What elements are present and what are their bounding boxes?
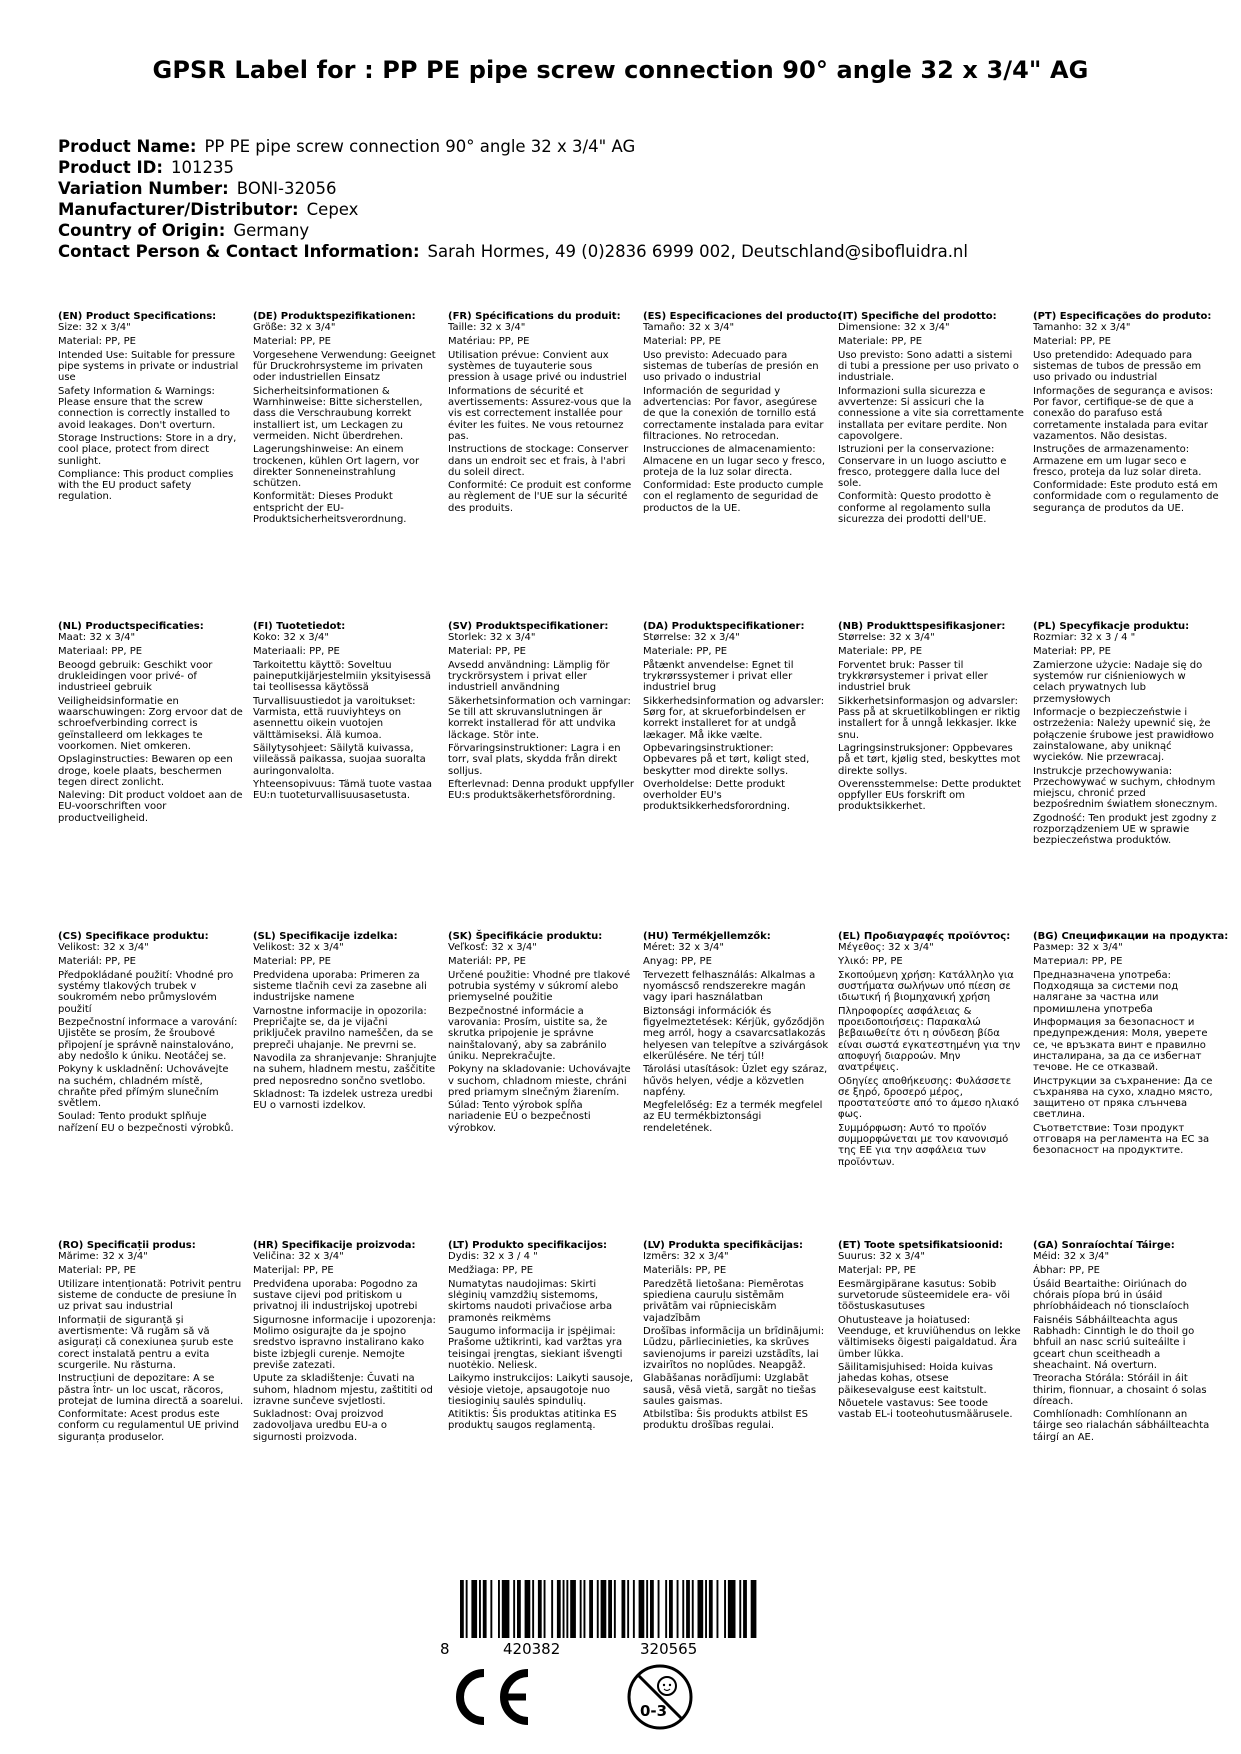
spec-line: Suurus: 32 x 3/4" [838, 1251, 925, 1263]
spec-paragraph: Instruções de armazenamento: Armazene em um lugar seco e fresco, proteja da luz solar direta. [1033, 444, 1202, 478]
spec-paragraph: Säilytysohjeet: Säilytä kuivassa, viileässä paikassa, suojaa suoralta auringonvalolta. [253, 742, 426, 777]
barcode-first-digit: 8 [440, 1640, 450, 1658]
spec-paragraph: Soulad: Tento produkt splňuje nařízení EU o bezpečnosti výrobků. [58, 1111, 234, 1134]
spec-heading: (PT) Especificações do produto: [1033, 311, 1212, 322]
page-title: GPSR Label for : PP PE pipe screw connection 90° angle 32 x 3/4" AG [152, 56, 1089, 84]
spec-paragraph: Bezpečnostné informácie a varovania: Prosím, uistite sa, že skrutka pripojenie je správne nainštalovaný, aby sa zabránilo úniku. Neprekračujte. [448, 1005, 608, 1062]
info-label: Product Name: [58, 137, 197, 156]
spec-block [1033, 931, 1229, 1159]
spec-block [643, 621, 829, 815]
spec-block [58, 1240, 244, 1445]
spec-block [58, 311, 244, 505]
spec-paragraph: Förvaringsinstruktioner: Lagra i en torr, sval plats, skydda från direkt solljus. [448, 742, 621, 777]
spec-paragraph: Treoracha Stórála: Stóráil in áit thirim, fionnuar, a chosaint ó solas díreach. [1033, 1373, 1207, 1407]
spec-paragraph: Instrukcje przechowywania: Przechowywać w suchym, chłodnym miejscu, chronić przed bezpośrednim światłem słonecznym. [1033, 765, 1218, 811]
spec-paragraph: Opbevaringsinstruktioner: Opbevares på et tørt, køligt sted, beskytter mod direkte sollys. [643, 742, 810, 777]
spec-line: Größe: 32 x 3/4" [253, 322, 336, 334]
info-label: Contact Person & Contact Information: [58, 242, 420, 261]
spec-line: Materiāls: PP, PE [643, 1264, 727, 1276]
spec-block [838, 621, 1024, 815]
spec-block [1033, 1240, 1219, 1445]
spec-paragraph: Určené použitie: Vhodné pre tlakové potrubia systémy v súkromí alebo priemyselné použitie [448, 969, 631, 1004]
spec-line: Materiale: PP, PE [838, 335, 923, 347]
spec-line: Maat: 32 x 3/4" [58, 632, 136, 644]
spec-paragraph: Instrucțiuni de depozitare: A se păstra într- un loc uscat, răcoros, protejat de lumina directă a soarelui. [58, 1373, 244, 1407]
spec-line: Materiale: PP, PE [838, 645, 923, 657]
spec-block [58, 931, 244, 1136]
spec-block [448, 311, 634, 516]
spec-heading: (NL) Productspecificaties: [58, 621, 204, 632]
spec-paragraph: Predvidena uporaba: Primeren za sisteme tlačnih cevi za zasebne ali industrijske namene [253, 969, 427, 1004]
spec-block [253, 621, 439, 803]
info-product-name [58, 136, 1188, 157]
spec-block [838, 311, 1024, 527]
spec-heading: (LT) Produkto specifikacijos: [448, 1240, 608, 1251]
spec-paragraph: Información de seguridad y advertencias: Por favor, asegúrese de que la conexión de tornillo está correctamente instalada para evitar filtraciones. No retrocedan. [643, 385, 824, 442]
spec-block [58, 621, 244, 826]
spec-paragraph: Säkerhetsinformation och varningar: Se till att skruvanslutningen är korrekt installerad för att undvika läckage. Stör inte. [448, 695, 631, 741]
spec-paragraph: Информация за безопасност и предупреждения: Моля, уверете се, че връзката винт е правилно инсталирана, за да се избегнат течове. Не се отказвай. [1033, 1017, 1208, 1074]
spec-paragraph: Faisnéis Sábháilteachta agus Rabhadh: Cinntigh le do thoil go bhfuil an nasc scriú suiteáilte i gceart chun sceitheadh a sheachaint. Ná overturn. [1033, 1314, 1195, 1371]
spec-heading: (SK) Špecifikácie produktu: [448, 931, 603, 942]
spec-block [448, 1240, 634, 1434]
spec-paragraph: Laikymo instrukcijos: Laikyti sausoje, vėsioje vietoje, apsaugotoje nuo tiesioginių saulės spindulių. [448, 1373, 634, 1407]
spec-paragraph: Instructions de stockage: Conserver dans un endroit sec et frais, à l'abri du soleil direct. [448, 444, 629, 478]
spec-paragraph: Sigurnosne informacije i upozorenja: Molimo osigurajte da je spojno sredstvo ispravno instalirano kako biste izbjegli curenje. Nemojte previše zatezati. [253, 1314, 436, 1371]
spec-paragraph: Sicherheitsinformationen & Warnhinweise: Bitte sicherstellen, dass die Verschraubung korrekt installiert ist, um Leckagen zu vermeiden. Nicht überdrehen. [253, 385, 423, 442]
spec-paragraph: Sikkerhetsinformasjon og advarsler: Pass på at skruetilkoblingen er riktig installert for å unngå lekkasjer. Ikke snu. [838, 695, 1021, 741]
spec-paragraph: Numatytas naudojimas: Skirti slėginių vamzdžių sistemoms, skirtoms naudoti privačiose arba pramonės reikmėms [448, 1278, 613, 1324]
spec-paragraph: Uso previsto: Adecuado para sistemas de tuberías de presión en uso privado o industrial [643, 349, 819, 384]
barcode-right-digits: 320565 [640, 1640, 698, 1658]
spec-paragraph: Informații de siguranță și avertismente: Vă rugăm să vă asigurați că conexiunea șurub este corect instalată pentru a evita scurgerile. Nu răsturna. [58, 1314, 234, 1371]
spec-paragraph: Compliance: This product complies with the EU product safety regulation. [58, 468, 234, 503]
spec-paragraph: Lagringsinstruksjoner: Oppbevares på et tørt, kjølig sted, beskyttes mot direkte sollys. [838, 742, 1021, 777]
spec-block [838, 931, 1024, 1170]
spec-paragraph: Conformidade: Este produto está em conformidade com o regulamento de segurança de produtos da UE. [1033, 480, 1219, 514]
spec-paragraph: Turvallisuustiedot ja varoitukset: Varmista, että ruuviyhteys on asennettu oikein vuotojen välttämiseksi. Älä kumoa. [253, 695, 416, 741]
spec-block [448, 931, 634, 1136]
spec-heading: (ET) Toote spetsifikatsioonid: [838, 1240, 1004, 1251]
spec-paragraph: Comhlíonadh: Comhlíonann an táirge seo rialachán sábháilteachta táirgí an AE. [1033, 1409, 1210, 1443]
spec-line: Méret: 32 x 3/4" [643, 942, 724, 954]
spec-paragraph: Upute za skladištenje: Čuvati na suhom, hladnom mjestu, zaštititi od izravne sunčeve svjetlosti. [253, 1373, 433, 1407]
spec-line: Mărime: 32 x 3/4" [58, 1251, 148, 1263]
spec-paragraph: Sikkerhedsinformation og advarsler: Sørg for, at skrueforbindelsen er korrekt installeret for at undgå lækager. Må ikke vælte. [643, 695, 825, 741]
spec-paragraph: Uso pretendido: Adequado para sistemas de tubos de pressão em uso privado ou industrial [1033, 349, 1202, 384]
spec-paragraph: Paredzētā lietošana: Piemērotas spiediena cauruļu sistēmām privātām vai rūpnieciskām vajadzībām [643, 1278, 804, 1324]
spec-line: Material: PP, PE [1033, 335, 1111, 347]
spec-line: Storlek: 32 x 3/4" [448, 632, 536, 644]
spec-heading: (IT) Specifiche del prodotto: [838, 311, 997, 322]
barcode-left-digits: 420382 [503, 1640, 561, 1658]
spec-paragraph: Safety Information & Warnings: Please ensure that the screw connection is correctly installed to avoid leakages. Don't overturn. [58, 385, 230, 431]
spec-line: Matériau: PP, PE [448, 335, 530, 347]
info-label: Manufacturer/Distributor: [58, 200, 299, 219]
spec-paragraph: Úsáid Beartaithe: Oiriúnach do chórais píopa brú in úsáid phríobháideach nó tionsclaíoch [1033, 1278, 1190, 1313]
spec-heading: (DA) Produktspecifikationer: [643, 621, 805, 632]
spec-heading: (EL) Προδιαγραφές προϊόντος: [838, 931, 1011, 942]
spec-paragraph: Utilisation prévue: Convient aux systèmes de tuyauterie sous pression à usage privé ou industriel [448, 349, 627, 384]
info-value: 101235 [170, 158, 234, 177]
spec-heading: (DE) Produktspezifikationen: [253, 311, 416, 322]
spec-paragraph: Conformità: Questo prodotto è conforme al regolamento sulla sicurezza dei prodotti dell'UE. [838, 491, 992, 526]
spec-paragraph: Pokyny k uskladnění: Uchovávejte na suchém, chladném místě, chraňte před přímým slunečním světlem. [58, 1064, 229, 1110]
spec-paragraph: Lagerungshinweise: An einem trockenen, kühlen Ort lagern, vor direkter Sonneneinstrahlung schützen. [253, 444, 420, 490]
spec-heading: (CS) Specifikace produktu: [58, 931, 209, 942]
spec-paragraph: Tarkoitettu käyttö: Soveltuu paineputkijärjestelmiin yksityisessä tai teollisessa käytössä [253, 659, 431, 694]
spec-line: Materijal: PP, PE [253, 1264, 334, 1276]
spec-line: Materjal: PP, PE [838, 1264, 916, 1276]
spec-paragraph: Saugumo informacija ir įspėjimai: Prašome užtikrinti, kad varžtas yra teisingai įrengtas, siekiant išvengti nuotėkio. Neliesk. [448, 1326, 623, 1371]
spec-paragraph: Glabāšanas norādījumi: Uzglabāt sausā, vēsā vietā, sargāt no tiešas saules gaismas. [643, 1373, 817, 1407]
spec-paragraph: Overholdelse: Dette produkt overholder EU's produktsikkerhedsforordning. [643, 778, 791, 813]
spec-paragraph: Nõuetele vastavus: See toode vastab EL-i tooteohutusmäärusele. [838, 1397, 1013, 1421]
spec-line: Materiale: PP, PE [643, 645, 728, 657]
spec-paragraph: Conformité: Ce produit est conforme au règlement de l'UE sur la sécurité des produits. [448, 480, 632, 514]
spec-line: Koko: 32 x 3/4" [253, 632, 329, 644]
spec-line: Tamaño: 32 x 3/4" [643, 322, 735, 334]
spec-heading: (LV) Produkta specifikācijas: [643, 1240, 803, 1251]
info-contact [58, 241, 1188, 262]
spec-block [643, 1240, 829, 1434]
spec-paragraph: Tervezett felhasználás: Alkalmas a nyomáscső rendszerekre magán vagy ipari használatban [643, 969, 816, 1004]
spec-line: Material: PP, PE [253, 335, 331, 347]
spec-line: Anyag: PP, PE [643, 955, 712, 967]
spec-line: Material: PP, PE [643, 335, 721, 347]
spec-line: Tamanho: 32 x 3/4" [1033, 322, 1131, 334]
spec-line: Material: PP, PE [253, 955, 331, 967]
spec-paragraph: Navodila za shranjevanje: Shranjujte na suhem, hladnem mestu, zaščitite pred neposredno sončno svetlobo. [253, 1052, 437, 1087]
spec-block [643, 931, 829, 1136]
spec-heading: (FI) Tuotetiedot: [253, 621, 346, 632]
spec-line: Υλικό: PP, PE [838, 955, 903, 967]
spec-line: Medžiaga: PP, PE [448, 1264, 534, 1276]
spec-block [253, 1240, 439, 1445]
spec-paragraph: Avsedd användning: Lämplig för tryckrörsystem i privat eller industriell användning [448, 659, 610, 694]
spec-block [838, 1240, 1024, 1422]
spec-paragraph: Påtænkt anvendelse: Egnet til trykrørssystemer i privat eller industriel brug [643, 659, 794, 694]
ce-mark-icon [448, 1665, 532, 1729]
age-range-text: 0-3 [640, 1702, 668, 1720]
spec-paragraph: Zgodność: Ten produkt jest zgodny z rozporządzeniem UE w sprawie bezpieczeństwa produktów. [1033, 812, 1217, 847]
spec-paragraph: Istruzioni per la conservazione: Conservare in un luogo asciutto e fresco, proteggere dalla luce del sole. [838, 444, 1007, 490]
spec-paragraph: Atbilstība: Šis produkts atbilst ES produktu drošības regulai. [643, 1409, 809, 1432]
info-label: Country of Origin: [58, 221, 226, 240]
spec-line: Dimensione: 32 x 3/4" [838, 322, 950, 334]
spec-paragraph: Předpokládané použití: Vhodné pro systémy tlakových trubek v soukromém nebo průmyslovém použití [58, 969, 234, 1015]
spec-paragraph: Efterlevnad: Denna produkt uppfyller EU:s produktsäkerhetsförordning. [448, 778, 634, 802]
spec-heading: (HU) Termékjellemzők: [643, 931, 771, 942]
spec-paragraph: Σκοπούμενη χρήση: Κατάλληλο για συστήματα σωλήνων υπό πίεση σε ιδιωτική ή βιομηχανική χρήση [838, 969, 1014, 1004]
spec-paragraph: Atitiktis: Šis produktas atitinka ES produktų saugos reglamentą. [448, 1409, 617, 1432]
spec-block [643, 311, 842, 516]
spec-paragraph: Συμμόρφωση: Αυτό το προϊόν συμμορφώνεται με τον κανονισμό της ΕΕ για την ασφάλεια των προϊόντων. [838, 1122, 1009, 1168]
spec-heading: (NB) Produkttspesifikasjoner: [838, 621, 1006, 632]
spec-paragraph: Beoogd gebruik: Geschikt voor drukleidingen voor privé- of industrieel gebruik [58, 659, 213, 694]
spec-paragraph: Súlad: Tento výrobok spĺňa nariadenie EÚ o bezpečnosti výrobkov. [448, 1100, 591, 1134]
spec-heading: (SL) Specifikacije izdelka: [253, 931, 398, 942]
spec-paragraph: Predviđena uporaba: Pogodno za sustave cijevi pod pritiskom u privatnoj ili industrijskoj upotrebi [253, 1278, 418, 1313]
spec-heading: (PL) Specyfikacje produktu: [1033, 621, 1190, 632]
spec-paragraph: Informações de segurança e avisos: Por favor, certifique-se de que a conexão do parafuso está corretamente instalada para evitar vazamentos. Não desistas. [1033, 385, 1214, 442]
spec-paragraph: Sukladnost: Ovaj proizvod zadovoljava uredbu EU-a o sigurnosti proizvoda. [253, 1409, 388, 1443]
spec-paragraph: Οδηγίες αποθήκευσης: Φυλάσσετε σε ξηρό, δροσερό μέρος, προστατεύστε από το άμεσο ηλιακό φως. [838, 1075, 1020, 1121]
info-variation-number [58, 178, 1188, 199]
spec-paragraph: Informations de sécurité et avertissements: Assurez-vous que la vis est correctement installée pour éviter les fuites. Ne vous retournez pas. [448, 385, 632, 442]
barcode-bars [460, 1580, 756, 1638]
info-manufacturer [58, 199, 1188, 220]
spec-paragraph: Tárolási utasítások: Üzlet egy száraz, hűvös helyen, védje a közvetlen napfény. [643, 1064, 828, 1098]
spec-paragraph: Overensstemmelse: Dette produktet oppfyller EUs forskrift om produktsikkerhet. [838, 778, 1021, 813]
spec-line: Taille: 32 x 3/4" [448, 322, 526, 334]
not-for-children-0-3-icon [625, 1662, 695, 1732]
spec-line: Materiál: PP, PE [448, 955, 526, 967]
spec-paragraph: Utilizare intenționată: Potrivit pentru sisteme de conducte de presiune în uz privat sau industrial [58, 1278, 242, 1313]
spec-line: Material: PP, PE [448, 645, 526, 657]
spec-line: Material: PP, PE [58, 1264, 136, 1276]
info-product-id [58, 157, 1188, 178]
spec-line: Размер: 32 x 3/4" [1033, 942, 1123, 954]
spec-line: Velikost: 32 x 3/4" [58, 942, 149, 954]
spec-paragraph: Forventet bruk: Passer til trykkrørsystemer i privat eller industriel bruk [838, 659, 988, 694]
spec-heading: (FR) Spécifications du produit: [448, 311, 621, 322]
info-country-of-origin [58, 220, 1188, 241]
spec-paragraph: Uso previsto: Sono adatti a sistemi di tubi a pressione per uso privato o industriale. [838, 349, 1019, 384]
spec-paragraph: Intended Use: Suitable for pressure pipe systems in private or industrial use [58, 349, 239, 384]
spec-line: Μέγεθος: 32 x 3/4" [838, 942, 934, 954]
spec-line: Material: PP, PE [58, 335, 136, 347]
spec-heading: (BG) Спецификации на продукта: [1033, 931, 1229, 942]
spec-line: Size: 32 x 3/4" [58, 322, 131, 334]
spec-heading: (RO) Specificații produs: [58, 1240, 196, 1251]
spec-block [1033, 311, 1219, 516]
spec-paragraph: Conformitate: Acest produs este conform cu regulamentul UE privind siguranța produselor. [58, 1409, 239, 1443]
spec-line: Velikost: 32 x 3/4" [253, 942, 344, 954]
spec-block [448, 621, 634, 803]
spec-line: Materiaali: PP, PE [253, 645, 340, 657]
spec-paragraph: Säilitamisjuhised: Hoida kuivas jahedas kohas, otsese päikesevalguse eest kaitstult. [838, 1361, 994, 1396]
spec-heading: (SV) Produktspecifikationer: [448, 621, 609, 632]
spec-paragraph: Skladnost: Ta izdelek ustreza uredbi EU o varnosti izdelkov. [253, 1088, 433, 1112]
spec-heading: (ES) Especificaciones del producto: [643, 311, 842, 322]
product-info [58, 136, 1188, 262]
spec-line: Størrelse: 32 x 3/4" [643, 632, 740, 644]
spec-line: Rozmiar: 32 x 3 / 4 " [1033, 632, 1136, 644]
info-label: Variation Number: [58, 179, 229, 198]
spec-line: Ábhar: PP, PE [1033, 1264, 1100, 1276]
spec-paragraph: Eesmärgipärane kasutus: Sobib survetorude süsteemidele era- või tööstuskasutuses [838, 1278, 1011, 1313]
spec-heading: (HR) Specifikacije proizvoda: [253, 1240, 416, 1251]
spec-paragraph: Instrucciones de almacenamiento: Almacene en un lugar seco y fresco, proteja de la luz solar directa. [643, 444, 826, 478]
spec-heading: (GA) Sonraíochtaí Táirge: [1033, 1240, 1175, 1251]
info-value: Cepex [306, 200, 359, 219]
spec-paragraph: Varnostne informacije in opozorila: Prepričajte se, da je vijačni priključek pravilno nameščen, da se prepreči uhajanje. Ne prevrni se. [253, 1005, 434, 1051]
spec-paragraph: Инструкции за съхранение: Да се съхранява на сухо, хладно място, защитено от пряка слънчева светлина. [1033, 1075, 1213, 1121]
spec-paragraph: Πληροφορίες ασφάλειας & προειδοποιήσεις: Παρακαλώ βεβαιωθείτε ότι η σύνδεση βίδα είναι σωστά εγκατεστημένη για την αποφυγή διαρροών. Μην ανατρέψεις. [838, 1005, 1021, 1074]
spec-paragraph: Informacje o bezpieczeństwie i ostrzeżenia: Należy upewnić się, że połączenie śrubowe jest prawidłowo zainstalowane, aby uniknąć wycieków. Nie przewracaj. [1033, 707, 1214, 764]
spec-paragraph: Conformidad: Este producto cumple con el reglamento de seguridad de productos de la UE. [643, 480, 824, 514]
spec-paragraph: Megfelelőség: Ez a termék megfelel az EU termékbiztonsági rendeletének. [643, 1100, 823, 1134]
spec-paragraph: Yhteensopivuus: Tämä tuote vastaa EU:n tuoteturvallisuusasetusta. [253, 778, 432, 802]
spec-heading: (EN) Product Specifications: [58, 311, 217, 322]
info-value: Sarah Hormes, 49 (0)2836 6999 002, Deutschland@sibofluidra.nl [427, 242, 968, 261]
info-value: Germany [233, 221, 310, 240]
spec-paragraph: Bezpečnostní informace a varování: Ujistěte se prosím, že šroubové připojení je správně nainstalováno, aby nedošlo k úniku. Neotáčej se. [58, 1017, 238, 1062]
spec-paragraph: Biztonsági információk és figyelmeztetések: Kérjük, győződjön meg arról, hogy a csavarcsatlakozás helyesen van telepítve a szivárgások elkerülésére. Ne térj túl! [643, 1005, 829, 1062]
info-value: PP PE pipe screw connection 90° angle 32 x 3/4" AG [204, 137, 636, 156]
spec-block [1033, 621, 1219, 849]
baby-face-icon [658, 1677, 676, 1695]
spec-paragraph: Informazioni sulla sicurezza e avvertenze: Si assicuri che la connessione a vite sia correttamente installata per evitare perdite. Non capovolgere. [838, 385, 1024, 442]
spec-line: Материал: PP, PE [1033, 955, 1123, 967]
spec-line: Dydis: 32 x 3 / 4 " [448, 1251, 538, 1263]
info-label: Product ID: [58, 158, 163, 177]
spec-line: Méid: 32 x 3/4" [1033, 1251, 1110, 1263]
info-value: BONI-32056 [236, 179, 337, 198]
spec-paragraph: Предназначена употреба: Подходяща за системи под налягане за частна или промишлена употреба [1033, 969, 1179, 1015]
spec-block [253, 311, 439, 527]
spec-paragraph: Vorgesehene Verwendung: Geeignet für Druckrohrsysteme im privaten oder industriellen Einsatz [253, 349, 436, 384]
spec-line: Veľkosť: 32 x 3/4" [448, 942, 537, 954]
spec-line: Materiaal: PP, PE [58, 645, 143, 657]
spec-line: Izmērs: 32 x 3/4" [643, 1251, 729, 1263]
spec-line: Veličina: 32 x 3/4" [253, 1251, 344, 1263]
spec-line: Materiál: PP, PE [58, 955, 136, 967]
spec-paragraph: Naleving: Dit product voldoet aan de EU-voorschriften voor productveiligheid. [58, 790, 243, 824]
spec-block [253, 931, 439, 1113]
spec-paragraph: Konformität: Dieses Produkt entspricht der EU-Produktsicherheitsverordnung. [253, 491, 407, 526]
spec-line: Størrelse: 32 x 3/4" [838, 632, 935, 644]
spec-paragraph: Drošības informācija un brīdinājumi: Lūdzu, pārliecinieties, ka skrūves savienojums ir pareizi uzstādīts, lai izvairītos no noplūdes. Neapgāž. [643, 1326, 825, 1371]
barcode [440, 1580, 770, 1660]
spec-line: Materiał: PP, PE [1033, 645, 1112, 657]
spec-paragraph: Ohutusteave ja hoiatused: Veenduge, et kruviühendus on lekke vältimiseks õigesti paigaldatud. Ära ümber lükka. [838, 1314, 1021, 1360]
spec-paragraph: Veiligheidsinformatie en waarschuwingen: Zorg ervoor dat de schroefverbinding correct is geïnstalleerd om lekkages te voorkomen. Niet omkeren. [58, 695, 243, 752]
spec-paragraph: Zamierzone użycie: Nadaje się do systemów rur ciśnieniowych w celach prywatnych lub przemysłowych [1033, 659, 1203, 705]
spec-paragraph: Opslaginstructies: Bewaren op een droge, koele plaats, beschermen tegen direct zonlicht. [58, 754, 233, 788]
spec-paragraph: Pokyny na skladovanie: Uchovávajte v suchom, chladnom mieste, chráni pred priamym slnečným žiarením. [448, 1064, 631, 1098]
spec-paragraph: Съответствие: Този продукт отговаря на регламента на ЕС за безопасност на продуктите. [1033, 1122, 1210, 1157]
spec-paragraph: Storage Instructions: Store in a dry, cool place, protect from direct sunlight. [58, 432, 237, 467]
